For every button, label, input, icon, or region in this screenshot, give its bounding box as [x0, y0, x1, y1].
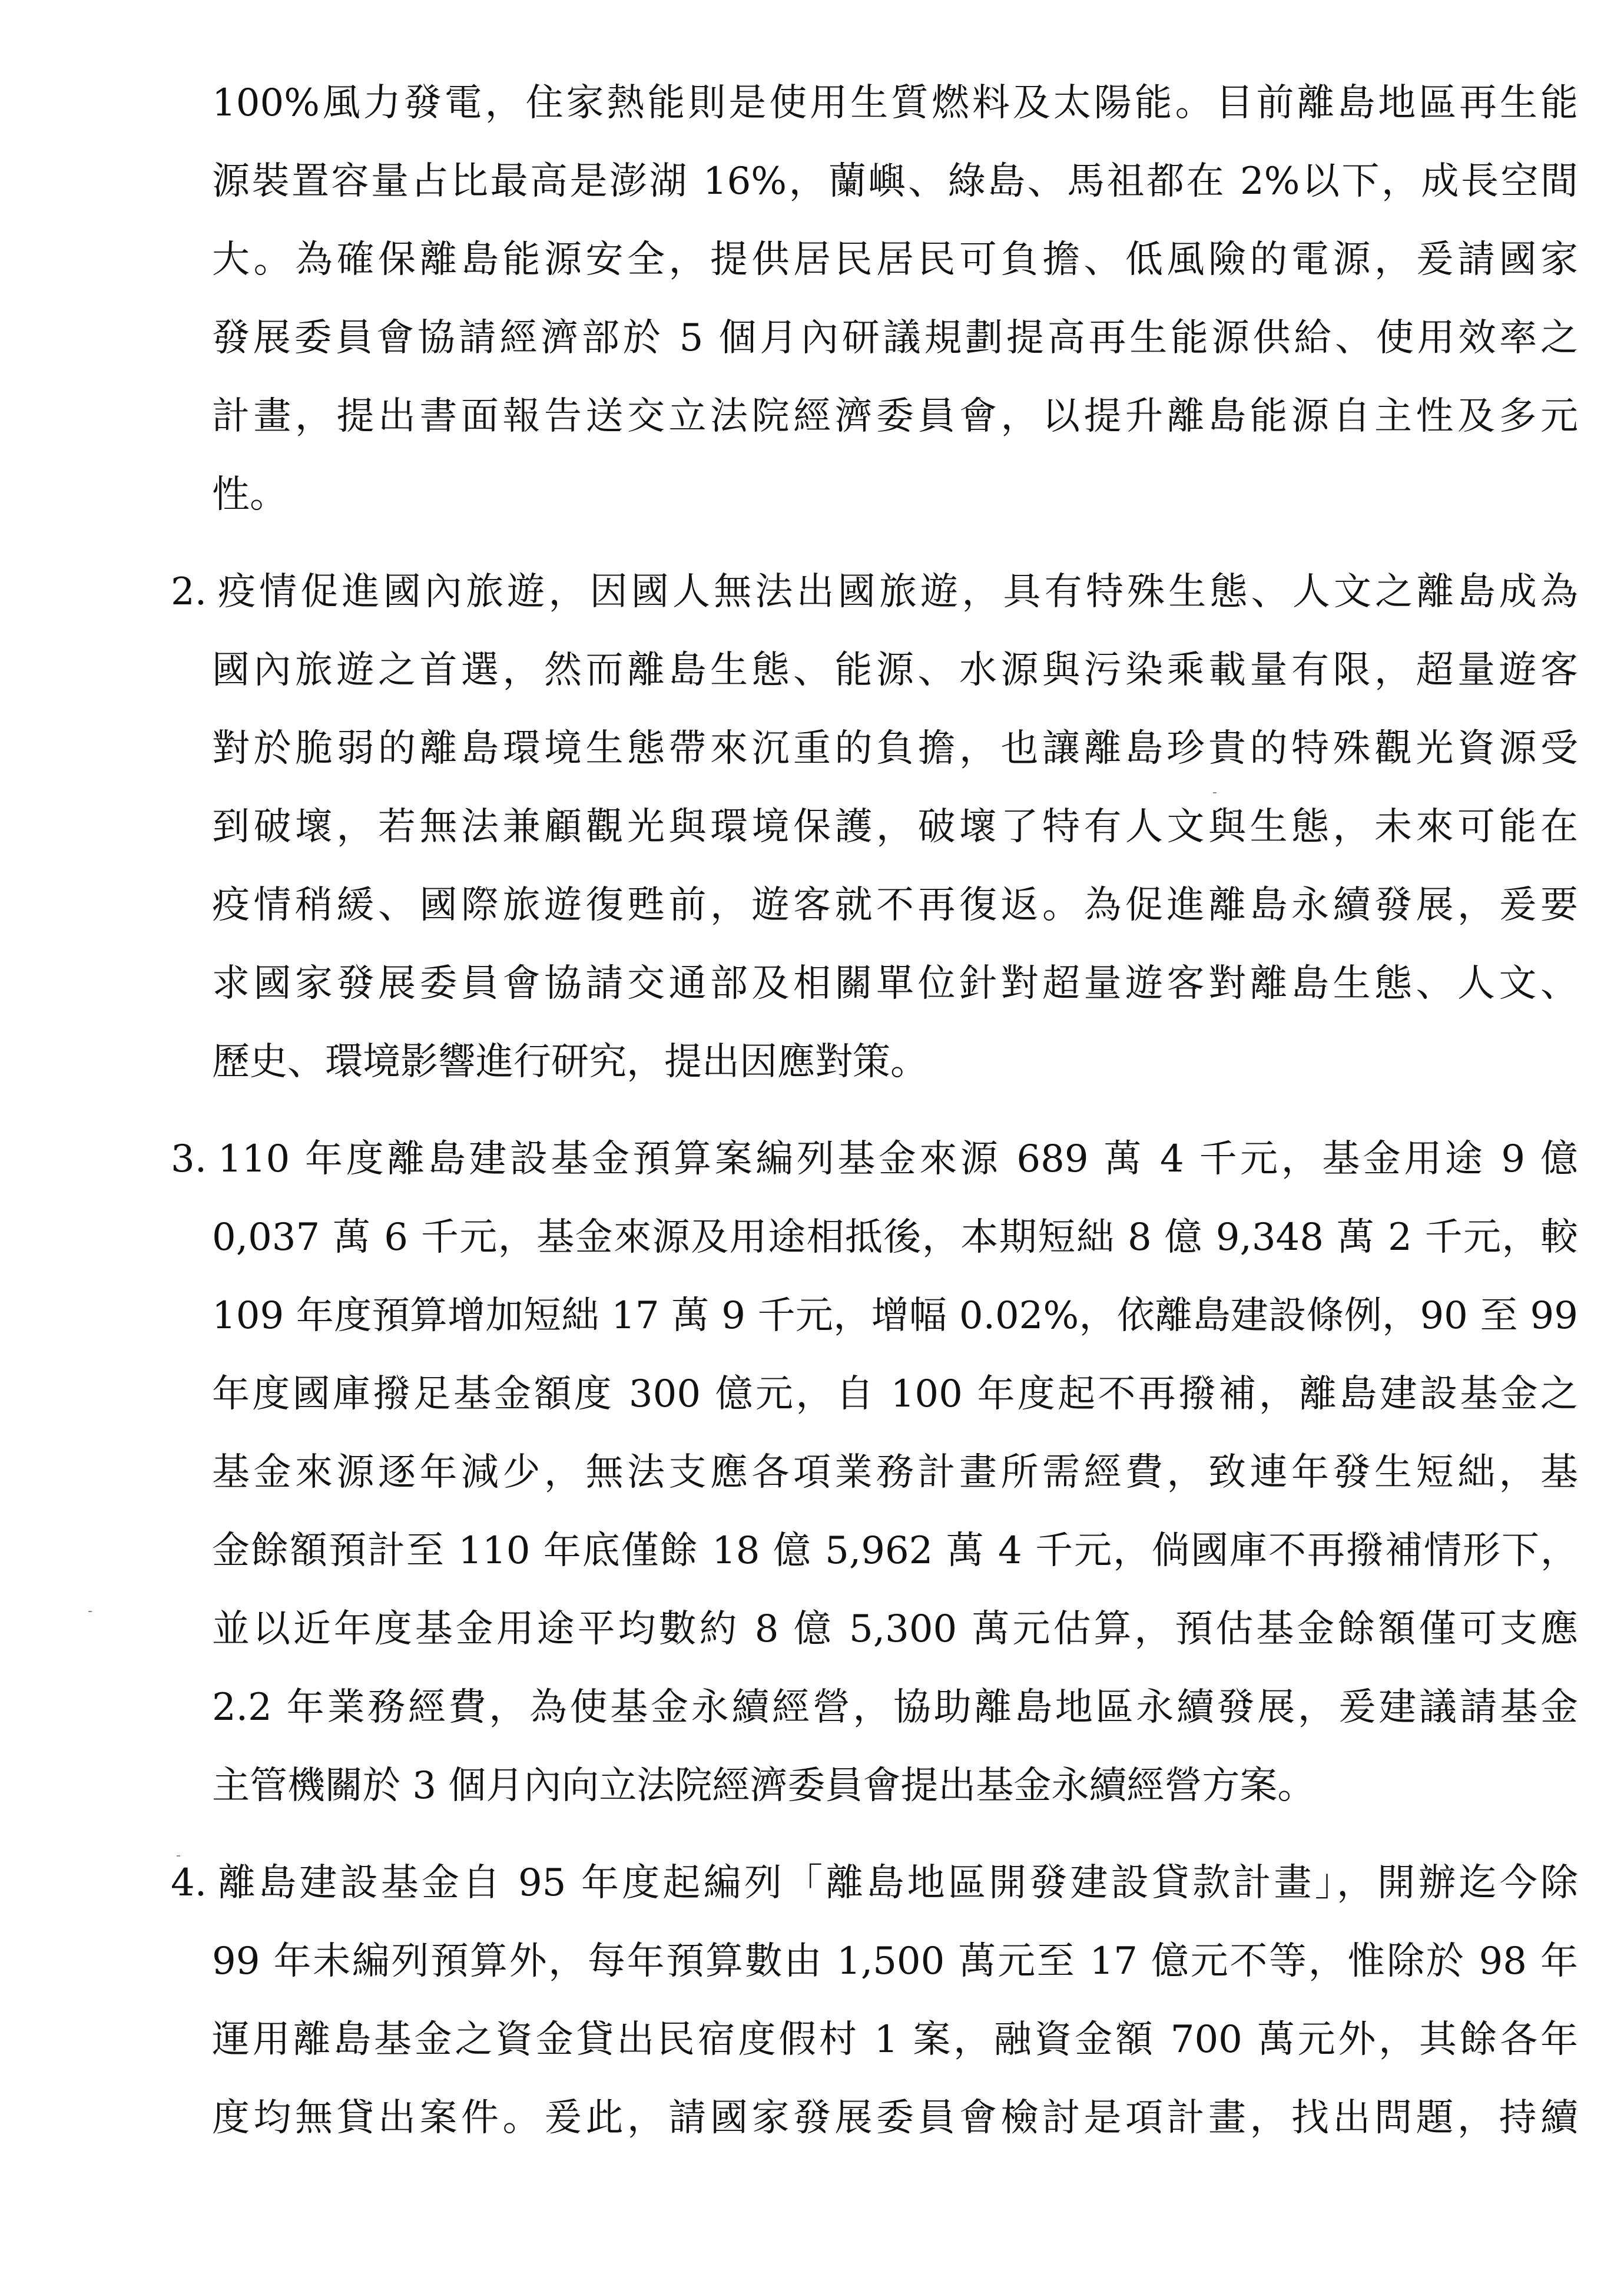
item-3-line: 109 年度預算增加短絀 17 萬 9 千元，增幅 0.02%，依離島建設條例，90 至 99: [212, 1294, 1578, 1338]
scan-speck: [1213, 792, 1217, 793]
item-2-line: 疫情促進國內旅遊，因國人無法出國旅遊，具有特殊生態、人文之離島成為: [218, 570, 1578, 614]
item-2-line: 疫情稍緩、國際旅遊復甦前，遊客就不再復返。為促進離島永續發展，爰要: [212, 883, 1578, 927]
item-2-line: 求國家發展委員會協請交通部及相關單位針對超量遊客對離島生態、人文、: [212, 962, 1578, 1005]
item-3-line: 並以近年度基金用途平均數約 8 億 5,300 萬元估算，預估基金餘額僅可支應: [212, 1607, 1578, 1651]
item-3-line: 2.2 年業務經費，為使基金永續經營，協助離島地區永續發展，爰建議請基金: [212, 1686, 1578, 1729]
list-marker: 3.: [171, 1137, 207, 1181]
item-3-line: 主管機關於 3 個月內向立法院經濟委員會提出基金永續經營方案。: [212, 1764, 1315, 1808]
intro-line: 大。為確保離島能源安全，提供居民居民可負擔、低風險的電源，爰請國家: [212, 238, 1578, 282]
intro-line: 源裝置容量占比最高是澎湖 16%，蘭嶼、綠島、馬祖都在 2%以下，成長空間: [212, 160, 1578, 203]
intro-line: 發展委員會協請經濟部於 5 個月內研議規劃提高再生能源供給、使用效率之: [212, 316, 1578, 360]
item-2-line: 到破壞，若無法兼顧觀光與環境保護，破壞了特有人文與生態，未來可能在: [212, 805, 1578, 849]
item-2-line: 對於脆弱的離島環境生態帶來沉重的負擔，也讓離島珍貴的特殊觀光資源受: [212, 727, 1578, 770]
item-2-line: 國內旅遊之首選，然而離島生態、能源、水源與污染乘載量有限，超量遊客: [212, 648, 1578, 692]
intro-line: 計畫，提出書面報告送交立法院經濟委員會，以提升離島能源自主性及多元: [212, 395, 1578, 438]
item-3-line: 基金來源逐年減少，無法支應各項業務計畫所需經費，致連年發生短絀，基: [212, 1451, 1578, 1494]
scan-speck: [88, 1611, 92, 1612]
item-4-line: 度均無貸出案件。爰此，請國家發展委員會檢討是項計畫，找出問題，持續: [212, 2096, 1578, 2140]
list-marker: 4.: [171, 1861, 207, 1905]
item-2-line: 歷史、環境影響進行研究，提出因應對策。: [212, 1040, 928, 1084]
intro-line: 性。: [212, 473, 287, 517]
item-4-line: 運用離島基金之資金貸出民宿度假村 1 案，融資金額 700 萬元外，其餘各年: [212, 2018, 1578, 2061]
item-3-line: 年度國庫撥足基金額度 300 億元，自 100 年度起不再撥補，離島建設基金之: [212, 1372, 1578, 1416]
intro-line: 100%風力發電，住家熱能則是使用生質燃料及太陽能。目前離島地區再生能: [212, 81, 1578, 125]
item-3-line: 金餘額預計至 110 年底僅餘 18 億 5,962 萬 4 千元，倘國庫不再撥補情形下，: [212, 1529, 1578, 1573]
scan-speck: [177, 1855, 180, 1857]
item-3-line: 110 年度離島建設基金預算案編列基金來源 689 萬 4 千元，基金用途 9 億: [218, 1137, 1578, 1181]
item-4-line: 離島建設基金自 95 年度起編列「離島地區開發建設貸款計畫」，開辦迄今除: [218, 1861, 1578, 1905]
item-3-line: 0,037 萬 6 千元，基金來源及用途相抵後，本期短絀 8 億 9,348 萬 2 千元，較: [212, 1216, 1578, 1259]
list-marker: 2.: [171, 570, 207, 614]
item-4-line: 99 年未編列預算外，每年預算數由 1,500 萬元至 17 億元不等，惟除於 98 年: [212, 1940, 1578, 1983]
